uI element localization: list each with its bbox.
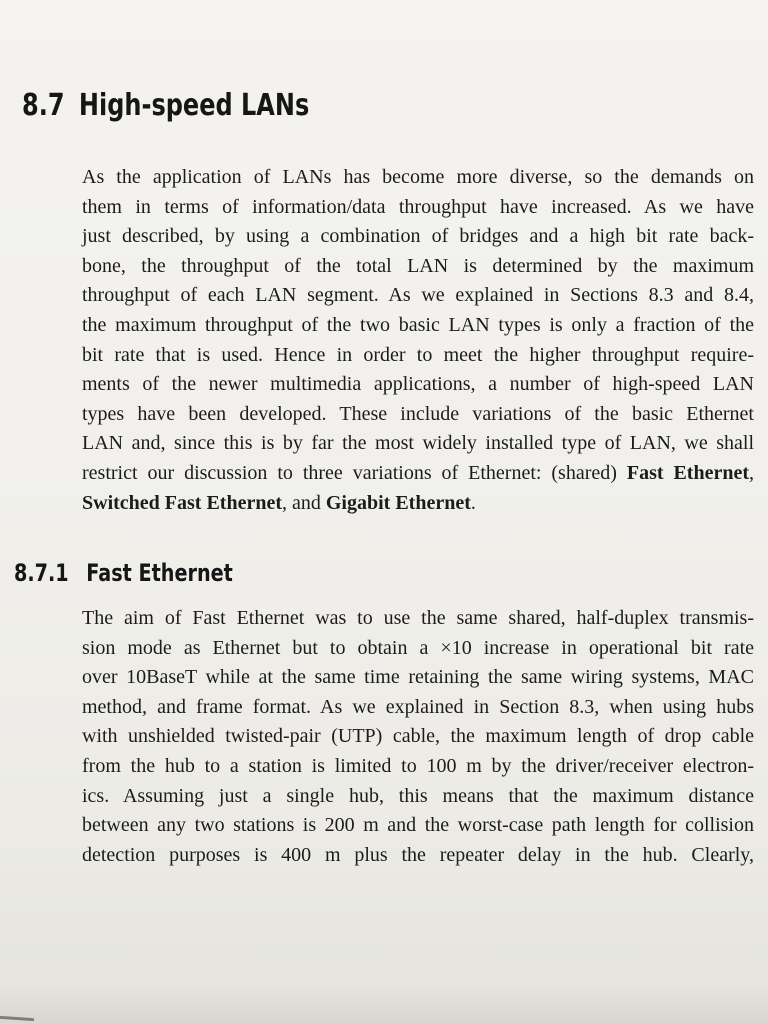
bold-term-gigabit-ethernet: Gigabit Ethernet xyxy=(325,491,471,514)
text-line: bit rate that is used. Hence in order to meet the higher throughput require- xyxy=(82,343,754,366)
text-line: bone, the throughput of the total LAN is determined by the maximum xyxy=(82,254,754,277)
text-line: ics. Assuming just a single hub, this means that the maximum distance xyxy=(82,784,754,807)
text-line: LAN and, since this is by far the most widely installed type of LAN, we shall xyxy=(82,432,754,455)
text-line: method, and frame format. As we explained in Section 8.3, when using hubs xyxy=(82,695,754,718)
text-line: ments of the newer multimedia applications, a number of high-speed LAN xyxy=(82,373,754,396)
text-line: with unshielded twisted-pair (UTP) cable, the maximum length of drop cable xyxy=(82,725,754,748)
text-line: The aim of Fast Ethernet was to use the same shared, half-duplex transmis- xyxy=(82,607,754,629)
text-line: Switched Fast Ethernet, and Gigabit Ethernet. xyxy=(82,491,476,514)
text-line: types have been developed. These include variations of the basic Ethernet xyxy=(82,402,754,425)
text-line: over 10BaseT while at the same time retaining the same wiring systems, MAC xyxy=(82,666,754,689)
section-heading xyxy=(22,88,309,123)
bold-term-fast-ethernet: Fast Ethernet xyxy=(626,461,749,484)
section-title: High-speed LANs xyxy=(78,88,310,123)
text-line: from the hub to a station is limited to 100 m by the driver/receiver electron- xyxy=(82,754,754,777)
page-edge-shadow xyxy=(0,984,768,1024)
text-line: between any two stations is 200 m and the worst-case path length for collision xyxy=(82,814,754,837)
section-number: 8.7 xyxy=(22,88,65,123)
subsection-paragraph xyxy=(82,604,754,870)
subsection-number: 8.7.1 xyxy=(14,559,69,587)
section-paragraph xyxy=(82,163,754,518)
text-line: sion mode as Ethernet but to obtain a ×10 increase in operational bit rate xyxy=(82,636,754,659)
text-line: just described, by using a combination of bridges and a high bit rate back- xyxy=(82,225,754,248)
text-line: them in terms of information/data throughput have increased. As we have xyxy=(82,195,754,218)
text-line: As the application of LANs has become more diverse, so the demands on xyxy=(82,166,754,188)
subsection-title: Fast Ethernet xyxy=(86,559,233,587)
text-line: detection purposes is 400 m plus the repeater delay in the hub. Clearly, xyxy=(82,843,754,866)
bold-term-switched-fast-ethernet: Switched Fast Ethernet xyxy=(82,491,282,514)
subsection-heading xyxy=(14,559,233,587)
text-line: the maximum throughput of the two basic LAN types is only a fraction of the xyxy=(82,313,754,336)
text-line: throughput of each LAN segment. As we explained in Sections 8.3 and 8.4, xyxy=(82,284,754,307)
text-line: restrict our discussion to three variations of Ethernet: (shared) Fast Ethernet, xyxy=(82,461,754,484)
